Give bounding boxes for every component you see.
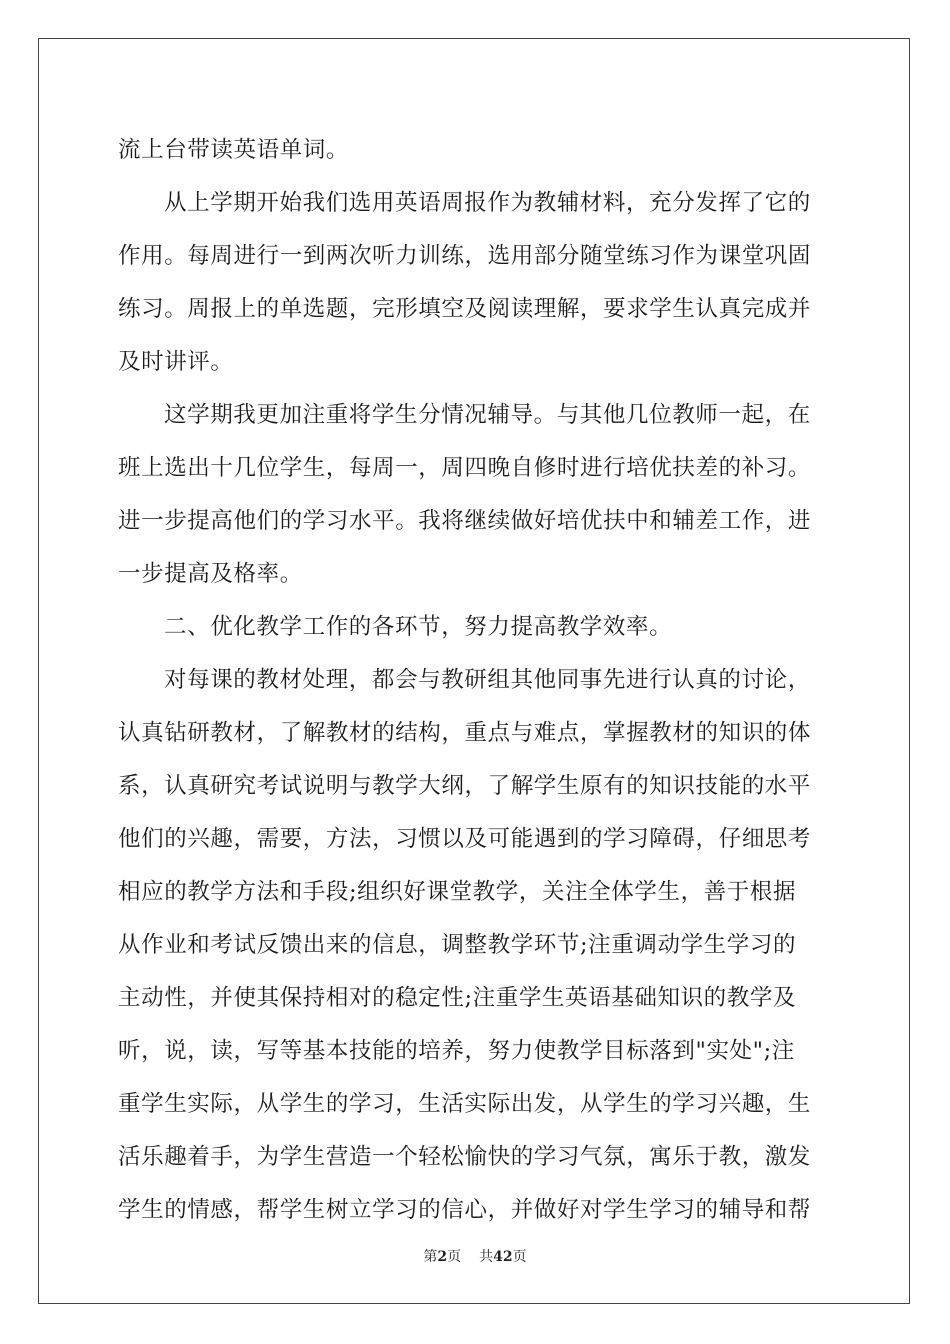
text-line: 学生的情感，帮学生树立学习的信心，并做好对学生学习的辅导和帮 — [118, 1197, 812, 1223]
total-page-count: 42 — [493, 1249, 513, 1265]
text-line: 活乐趣着手，为学生营造一个轻松愉快的学习气氛，寓乐于教，激发 — [118, 1144, 812, 1170]
total-pages-indicator: 共42页 — [479, 1249, 527, 1265]
text-line: 重学生实际，从学生的学习，生活实际出发，从学生的学习兴趣，生 — [118, 1091, 812, 1117]
text-line: 相应的教学方法和手段;组织好课堂教学，关注全体学生，善于根据 — [118, 879, 797, 905]
text-line: 一步提高及格率。 — [118, 561, 303, 587]
text-line: 听，说，读，写等基本技能的培养，努力使教学目标落到"实处";注 — [118, 1038, 795, 1064]
page-indicator: 第2页 — [423, 1249, 462, 1265]
text-line: 二、优化教学工作的各环节，努力提高教学效率。 — [164, 614, 673, 640]
text-line: 主动性，并使其保持相对的稳定性;注重学生英语基础知识的教学及 — [118, 985, 797, 1011]
current-page-number: 2 — [437, 1249, 448, 1265]
text-line: 对每课的教材处理，都会与教研组其他同事先进行认真的讨论， — [164, 667, 811, 693]
text-line: 这学期我更加注重将学生分情况辅导。与其他几位教师一起，在 — [164, 402, 811, 428]
text-line: 从作业和考试反馈出来的信息，调整教学环节;注重调动学生学习的 — [118, 932, 797, 958]
text-line: 练习。周报上的单选题，完形填空及阅读理解，要求学生认真完成并 — [118, 296, 812, 322]
text-line: 认真钻研教材，了解教材的结构，重点与难点，掌握教材的知识的体 — [118, 720, 812, 746]
text-line: 系，认真研究考试说明与教学大纲，了解学生原有的知识技能的水平 — [118, 773, 812, 799]
text-line: 及时讲评。 — [118, 349, 234, 375]
page-footer — [0, 1246, 950, 1266]
text-line: 作用。每周进行一到两次听力训练，选用部分随堂练习作为课堂巩固 — [118, 243, 812, 269]
text-line: 班上选出十几位学生，每周一，周四晚自修时进行培优扶差的补习。 — [118, 455, 812, 481]
text-line: 他们的兴趣，需要，方法，习惯以及可能遇到的学习障碍，仔细思考 — [118, 826, 812, 852]
text-line: 进一步提高他们的学习水平。我将继续做好培优扶中和辅差工作，进 — [118, 508, 812, 534]
text-line: 流上台带读英语单词。 — [118, 137, 350, 163]
document-body — [118, 124, 838, 1237]
text-line: 从上学期开始我们选用英语周报作为教辅材料，充分发挥了它的 — [164, 190, 811, 216]
